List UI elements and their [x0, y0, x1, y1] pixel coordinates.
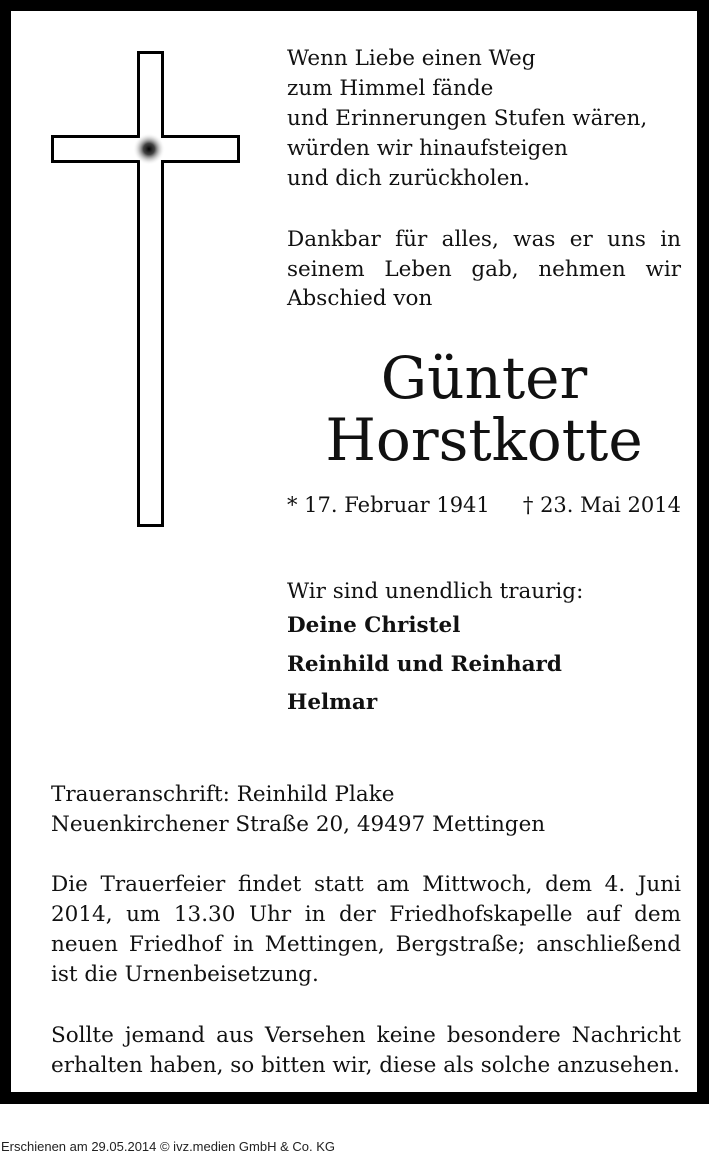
address-line: Neuenkirchener Straße 20, 49497 Mettingen: [51, 812, 546, 837]
birth-date: * 17. Februar 1941: [287, 493, 490, 517]
mourners: [287, 577, 687, 723]
first-name: Günter: [380, 344, 588, 412]
ceremony-text: Die Trauerfeier findet statt am Mittwoch, dem 4. Juni 2014, um 13.30 Uhr in der Friedhofskapelle auf dem neuen Friedhof in Mettingen, Bergstraße; anschließend ist die Urnenbeisetzung.: [51, 872, 681, 987]
mourner-name: Reinhild und Reinhard: [287, 651, 562, 677]
poem-line: und Erinnerungen Stufen wären,: [287, 106, 648, 131]
poem-line: würden wir hinaufsteigen: [287, 136, 568, 161]
mourner-name: Helmar: [287, 690, 378, 715]
mourners-intro: Wir sind unendlich traurig:: [287, 579, 584, 604]
intro-text: Dankbar für alles, was er uns in seinem Leben gab, nehmen wir Abschied von: [287, 227, 681, 311]
cross-icon: [51, 51, 240, 527]
death-date: † 23. Mai 2014: [522, 493, 681, 517]
address-line: Traueranschrift: Reinhild Plake: [51, 782, 395, 807]
deceased-name: [287, 344, 681, 474]
last-name: Horstkotte: [325, 406, 643, 474]
notice-text: Sollte jemand aus Versehen keine besondere Nachricht erhalten haben, so bitten wir, diese als solche anzusehen.: [51, 1023, 681, 1078]
poem-line: Wenn Liebe einen Weg: [287, 46, 536, 71]
mourning-address: [51, 780, 681, 840]
publication-footer: Erschienen am 29.05.2014 © ivz.medien GmbH & Co. KG: [1, 1139, 336, 1154]
mourner-name: Deine Christel: [287, 613, 461, 638]
poem-line: und dich zurückholen.: [287, 166, 531, 191]
life-dates: [287, 490, 681, 520]
poem: [287, 44, 681, 194]
poem-line: zum Himmel fände: [287, 76, 494, 101]
